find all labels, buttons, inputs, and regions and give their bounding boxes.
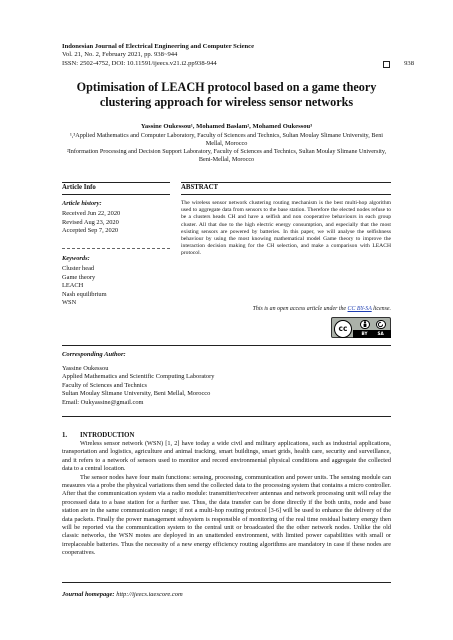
attribution-icon bbox=[360, 320, 370, 330]
issn-row bbox=[62, 59, 414, 68]
keyword-item: Nash equilibrium bbox=[62, 290, 107, 298]
article-info-heading: Article Info bbox=[62, 184, 96, 191]
homepage-url[interactable]: http://ijeecs.iaescore.com bbox=[116, 591, 183, 598]
license-line bbox=[181, 306, 391, 312]
keywords-block bbox=[62, 255, 170, 307]
author-lab: Applied Mathematics and Scientific Computing Laboratory bbox=[62, 373, 215, 381]
badge-strip bbox=[353, 330, 391, 339]
paragraph: The sensor nodes have four main functions: sensing, processing, communication and power units. The sensing module can measures via a probe the physical variations then send the collected data to the processing system that contains a micro controller. After that the communication system via a radio module: transmitter/receiver antennas and network processing unit will relay the processed data to a base station for a further use. Thus, the data transfer can be done directly if the both units, node and base station are in the same communication range; if not a multi-hop routing protocol [3-6] will be used to enhance the delivery of the data packets. Finally the power management subsystem is responsible of monitoring of the real time residual battery energy then will be reported via the communication system to the central unit or broadcasted the the other network nodes. Unlike the old classic networks, the WSN motes are deployed in an unattended environment, with limited power capabilities with small or irreplaceable batteries. Thus the necessity of a new energy efficiency routing algorithms are mandatory in case if these nodes are cooperatives. bbox=[62, 473, 391, 557]
keyword-item: WSN bbox=[62, 299, 77, 307]
keyword-item: Game theory bbox=[62, 273, 96, 281]
author-block bbox=[62, 123, 391, 164]
divider bbox=[62, 182, 170, 183]
paper-title: Optimisation of LEACH protocol based on a game theory clustering approach for wireless sensor networks bbox=[76, 80, 377, 109]
corresponding-author-details bbox=[62, 365, 362, 407]
author-name: Yassine Oukessou bbox=[62, 365, 109, 372]
paragraph: Wireless sensor network (WSN) [1, 2] have today a wide civil and military applications, such as industrial applications, transportation and logistics, agriculture and animal tracking, smart buildings, smart grids, health care, security and surveillance, and it refers to a network of sensors used to monitor and record environmental physical conditions and aggregate the collected data to a central location. bbox=[62, 440, 391, 473]
divider bbox=[181, 194, 391, 195]
square-icon bbox=[383, 61, 390, 68]
divider bbox=[62, 582, 391, 583]
divider bbox=[62, 416, 391, 417]
divider bbox=[181, 182, 391, 183]
abstract-text: The wireless sensor network clustering routing mechanism is the best multi-hop algorithm used to aggregate data from sensors to the base station. Therefore the elected nodes refuse to be a clusters heads CH and have a selfish and non cooperative behaviours in each group cluster. All that due to the high electric energy consumption, and especially that the most existing sensors are powered by batteries. In this paper, we will analyse the selfishness behaviour by using the most knowing mathematical model Game theory to improve the interaction decision making for the CH selection, and make a comparison with LEACH protocol. bbox=[181, 200, 391, 257]
journal-header bbox=[62, 43, 414, 68]
issn-doi: ISSN: 2502-4752, DOI: 10.11591/ijeecs.v21.i2.pp938-944 bbox=[62, 59, 217, 67]
received-date: Received Jun 22, 2020 bbox=[62, 210, 121, 218]
author-names: Yassine Oukessou¹, Mohamed Baslam², Mohamed Oukessou³ bbox=[140, 123, 313, 130]
accepted-date: Accepted Sep 7, 2020 bbox=[62, 227, 119, 235]
keyword-item: LEACH bbox=[62, 282, 84, 290]
author-university: Sultan Moulay Slimane University, Beni Mellal, Morocco bbox=[62, 390, 211, 398]
divider bbox=[62, 248, 170, 249]
abstract-heading: ABSTRACT bbox=[181, 184, 219, 191]
footer: Journal homepage: http://ijeecs.iaescore.com bbox=[62, 591, 183, 598]
journal-name: Indonesian Journal of Electrical Engineering and Computer Science bbox=[62, 43, 255, 50]
history-label: Article history: bbox=[62, 200, 102, 207]
page-marker bbox=[383, 60, 414, 68]
creative-commons-icon: cc bbox=[334, 320, 352, 338]
divider bbox=[62, 194, 170, 195]
keyword-item: Cluster head bbox=[62, 265, 95, 273]
affiliation-1: ¹,³Applied Mathematics and Computer Laboratory, Faculty of Sciences and Technics, Sultan Moulay Slimane University, Beni Mellal, Morocco bbox=[69, 131, 384, 147]
section-title: INTRODUCTION bbox=[80, 432, 135, 439]
corresponding-author-heading: Corresponding Author: bbox=[62, 351, 126, 358]
author-email: Email: Oukyassine@gmail.com bbox=[62, 398, 144, 406]
section-number: 1. bbox=[62, 432, 68, 439]
volume-line: Vol. 21, No. 2, February 2021, pp. 938~944 bbox=[62, 51, 178, 59]
divider bbox=[62, 345, 391, 346]
cc-license-badge[interactable] bbox=[331, 317, 391, 338]
sa-label: SA bbox=[377, 330, 384, 336]
article-history bbox=[62, 200, 170, 236]
affiliation-2: ²Information Processing and Decision Support Laboratory, Faculty of Sciences and Technics, Sultan Moulay Slimane University, Beni-Mellal, Morocco bbox=[66, 147, 387, 163]
homepage-label: Journal homepage bbox=[62, 591, 113, 598]
license-suffix: license. bbox=[371, 306, 391, 312]
keywords-label: Keywords: bbox=[62, 255, 90, 262]
by-label: BY bbox=[361, 330, 368, 336]
section-heading bbox=[62, 432, 134, 439]
share-alike-icon bbox=[376, 320, 386, 330]
license-link[interactable]: CC BY-SA bbox=[347, 306, 372, 312]
page-number: 938 bbox=[404, 59, 414, 67]
revised-date: Revised Aug 23, 2020 bbox=[62, 218, 119, 226]
license-prefix: This is an open access article under the bbox=[252, 306, 348, 312]
author-faculty: Faculty of Sciences and Technics bbox=[62, 381, 147, 389]
introduction-body bbox=[62, 440, 391, 558]
